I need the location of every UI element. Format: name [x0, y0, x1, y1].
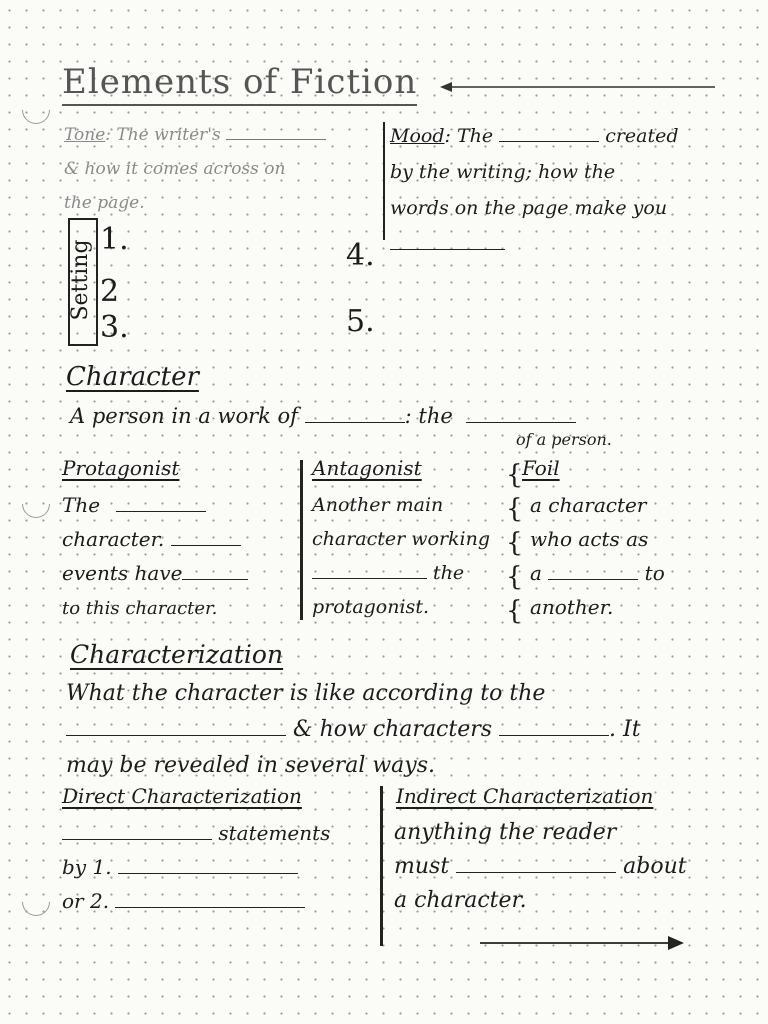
characterization-line2a: & how characters [293, 717, 493, 742]
blank-line [499, 735, 609, 736]
indirect-line2a: must [394, 854, 450, 879]
foil-line1: a character [530, 493, 647, 517]
divider-vertical [300, 460, 303, 620]
antagonist-line2: character working [312, 528, 491, 550]
foil-line3b: to [644, 561, 665, 585]
character-def-b: : the [404, 404, 453, 428]
protagonist-line1: The [62, 493, 101, 517]
antagonist-line1: Another main [312, 494, 444, 516]
direct-heading: Direct Characterization [62, 784, 302, 808]
curly-brace-icon: { { { { { [506, 460, 523, 626]
indirect-line2b: about [623, 854, 687, 879]
blank-line [226, 139, 326, 140]
arrow-left-icon [440, 80, 720, 94]
blank-line [548, 579, 638, 580]
antagonist-block [312, 488, 490, 624]
blank-line [182, 579, 248, 580]
divider-vertical [383, 122, 385, 240]
blank-line [66, 735, 286, 736]
tone-line2: & how it comes across on [64, 159, 286, 179]
tone-line3: the page. [64, 193, 145, 213]
blank-line [499, 141, 599, 142]
blank-line [312, 578, 427, 579]
hole-punch-icon [16, 882, 56, 922]
direct-item-2: 2. [89, 889, 110, 913]
mood-line2: by the writing; how the [390, 161, 616, 183]
characterization-line2b: . It [609, 717, 641, 742]
mood-block [390, 118, 679, 262]
blank-line [456, 872, 616, 873]
antagonist-line4: protagonist. [312, 596, 429, 618]
protagonist-heading: Protagonist [62, 456, 180, 480]
indirect-line3: a character. [394, 888, 527, 913]
protagonist-block [62, 488, 248, 626]
setting-number-5: 5. [346, 304, 375, 339]
blank-line [390, 249, 505, 250]
setting-number-3: 3. [100, 310, 129, 345]
blank-line [118, 873, 298, 874]
title-underline [62, 104, 417, 106]
character-def-a: A person in a work of [70, 404, 298, 428]
direct-block [62, 816, 330, 918]
tone-label: Tone [64, 125, 106, 145]
character-def-c: of a person. [516, 430, 612, 449]
blank-line [116, 511, 206, 512]
characterization-heading: Characterization [70, 640, 284, 669]
foil-heading: Foil [522, 456, 560, 480]
hole-punch-icon [16, 484, 56, 524]
blank-line [115, 907, 305, 908]
foil-line3a: a [530, 561, 542, 585]
blank-line [62, 839, 212, 840]
divider-vertical [380, 786, 383, 946]
foil-block [530, 488, 665, 624]
setting-number-4: 4. [346, 238, 375, 273]
character-definition [70, 404, 576, 428]
foil-line4: another. [530, 595, 614, 619]
setting-number-2: 2 [100, 274, 120, 309]
characterization-block [66, 676, 641, 784]
direct-item-1: 1. [92, 855, 112, 879]
protagonist-line2: character. [62, 527, 165, 551]
character-heading: Character [66, 362, 199, 392]
arrow-right-icon [478, 934, 686, 952]
indirect-heading: Indirect Characterization [396, 784, 654, 808]
protagonist-line3: events have [62, 561, 183, 585]
indirect-block [394, 816, 687, 918]
direct-or: or [62, 889, 84, 913]
mood-line3: words on the page make you [390, 197, 668, 219]
hole-punch-icon [16, 90, 56, 130]
indirect-line1: anything the reader [394, 820, 617, 845]
mood-line1a: : The [444, 125, 494, 147]
characterization-line1: What the character is like according to the [66, 681, 546, 706]
mood-line1b: created [605, 125, 679, 147]
blank-line [466, 422, 576, 423]
mood-label: Mood [390, 125, 445, 147]
tone-block [64, 118, 326, 220]
protagonist-line4: to this character. [62, 598, 218, 619]
direct-line1: statements [218, 821, 331, 845]
antagonist-line3: the [433, 562, 465, 584]
antagonist-heading: Antagonist [312, 456, 422, 480]
characterization-line3: may be revealed in several ways. [66, 753, 436, 778]
direct-by: by [62, 855, 87, 879]
blank-line [171, 545, 241, 546]
setting-label: Setting [68, 239, 93, 321]
setting-number-1: 1. [100, 222, 129, 257]
page-title: Elements of Fiction [62, 62, 418, 102]
foil-line2: who acts as [530, 527, 649, 551]
blank-line [305, 422, 405, 423]
tone-line1: : The writer's [105, 125, 221, 145]
